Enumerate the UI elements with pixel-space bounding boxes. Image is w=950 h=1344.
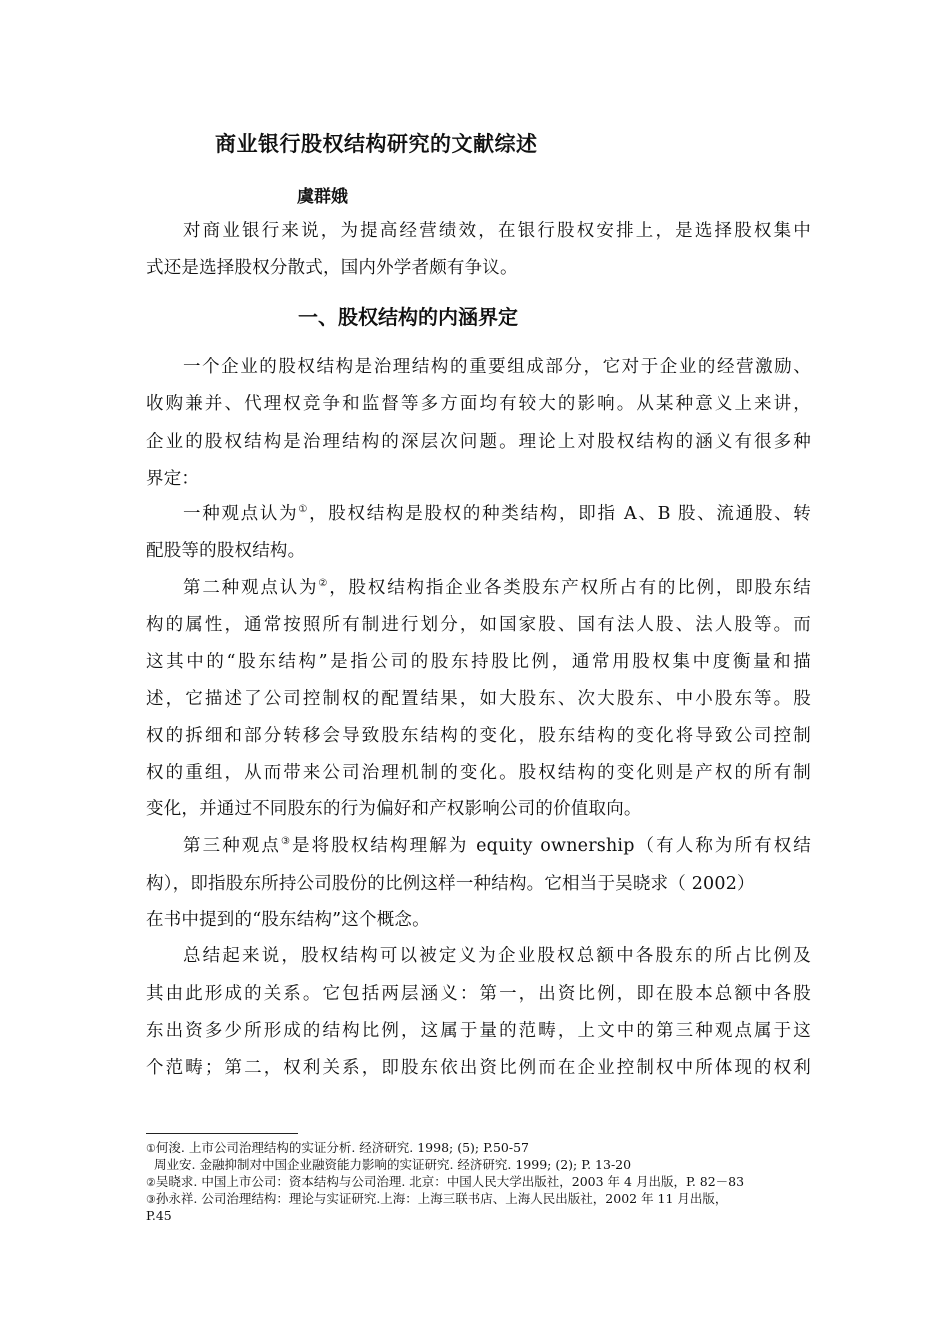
para1-line-2: 收购兼并、代理权竞争和监督等多方面均有较大的影响。从某种意义上来讲， xyxy=(146,394,811,414)
para2-line-2: 配股等的股权结构。 xyxy=(146,541,306,561)
para5-line-4: 个范畴；第二，权利关系，即股东依出资比例而在企业控制权中所体现的权利 xyxy=(146,1058,811,1078)
para3-line-2: 构的属性，通常按照所有制进行划分，如国家股、国有法人股、法人股等。而 xyxy=(146,615,811,635)
footnote-2-mark: ② xyxy=(146,1176,156,1189)
para4-text-a: 第三种观点 xyxy=(183,836,281,856)
para4-line-1 xyxy=(183,834,811,858)
para3-line-4: 述，它描述了公司控制权的配置结果，如大股东、次大股东、中小股东等。股 xyxy=(146,689,811,709)
para2-text-a: 一种观点认为 xyxy=(183,504,299,524)
footnote-1-text: 何浚. 上市公司治理结构的实证分析. 经济研究. 1998; (5); P.50-57 xyxy=(155,1140,529,1155)
para3-text-b: ，股权结构指企业各类股东产权所占有的比例，即股东结 xyxy=(329,578,812,598)
intro-line-2: 式还是选择股权分散式，国内外学者颇有争议。 xyxy=(146,258,518,278)
para2-text-b: ，股权结构是股权的种类结构，即指 A、B 股、流通股、转 xyxy=(309,504,812,524)
para1-line-4: 界定： xyxy=(146,469,200,489)
para5-line-1: 总结起来说，股权结构可以被定义为企业股权总额中各股东的所占比例及 xyxy=(183,946,811,966)
footnote-1b: 周业安. 金融抑制对中国企业融资能力影响的实证研究. 经济研究. 1999; (2); P. 13-20 xyxy=(154,1157,632,1172)
footnote-1-mark: ① xyxy=(146,1142,156,1155)
para3-line-5: 权的拆细和部分转移会导致股东结构的变化，股东结构的变化将导致公司控制 xyxy=(146,726,811,746)
footnote-2-text: 吴晓求. 中国上市公司：资本结构与公司治理. 北京：中国人民大学出版社，2003 年 4 月出版，P. 82－83 xyxy=(155,1174,745,1189)
para1-line-3: 企业的股权结构是治理结构的深层次问题。理论上对股权结构的涵义有很多种 xyxy=(146,432,811,452)
author-name: 虞群娥 xyxy=(297,187,348,207)
para2-line-1 xyxy=(183,502,811,526)
footnote-3b: P.45 xyxy=(146,1208,172,1223)
footnote-separator xyxy=(146,1133,298,1134)
para3-line-6: 权的重组，从而带来公司治理机制的变化。股权结构的变化则是产权的所有制 xyxy=(146,763,811,783)
para3-line-3: 这其中的“股东结构”是指公司的股东持股比例，通常用股权集中度衡量和描 xyxy=(146,652,811,672)
para4-text-b: 是将股权结构理解为 equity ownership（有人称为所有权结 xyxy=(292,836,811,856)
footnote-1 xyxy=(146,1140,529,1157)
para4-line-2: 构），即指股东所持公司股份的比例这样一种结构。它相当于吴晓求（ 2002） xyxy=(146,874,755,894)
footnote-ref-1: ① xyxy=(298,504,310,515)
footnote-2 xyxy=(146,1174,744,1191)
intro-line-1: 对商业银行来说，为提高经营绩效，在银行股权安排上，是选择股权集中 xyxy=(183,221,811,241)
para5-line-3: 东出资多少所形成的结构比例，这属于量的范畴，上文中的第三种观点属于这 xyxy=(146,1021,811,1041)
para5-line-2: 其由此形成的关系。它包括两层涵义：第一，出资比例，即在股本总额中各股 xyxy=(146,984,811,1004)
para1-line-1: 一个企业的股权结构是治理结构的重要组成部分，它对于企业的经营激励、 xyxy=(183,357,811,377)
footnote-ref-2: ② xyxy=(318,578,330,589)
para3-text-a: 第二种观点认为 xyxy=(183,578,319,598)
para4-line-3: 在书中提到的“股东结构”这个概念。 xyxy=(146,910,430,930)
footnote-3 xyxy=(146,1191,727,1208)
section-heading: 一、股权结构的内涵界定 xyxy=(298,305,518,329)
footnote-3-mark: ③ xyxy=(146,1193,156,1206)
para3-line-7: 变化，并通过不同股东的行为偏好和产权影响公司的价值取向。 xyxy=(146,799,642,819)
footnote-ref-3: ③ xyxy=(280,836,293,847)
footnote-3-text: 孙永祥. 公司治理结构：理论与实证研究.上海：上海三联书店、上海人民出版社，2002 年 11 月出版， xyxy=(155,1191,728,1206)
page-title: 商业银行股权结构研究的文献综述 xyxy=(215,132,538,156)
para3-line-1 xyxy=(183,576,811,600)
